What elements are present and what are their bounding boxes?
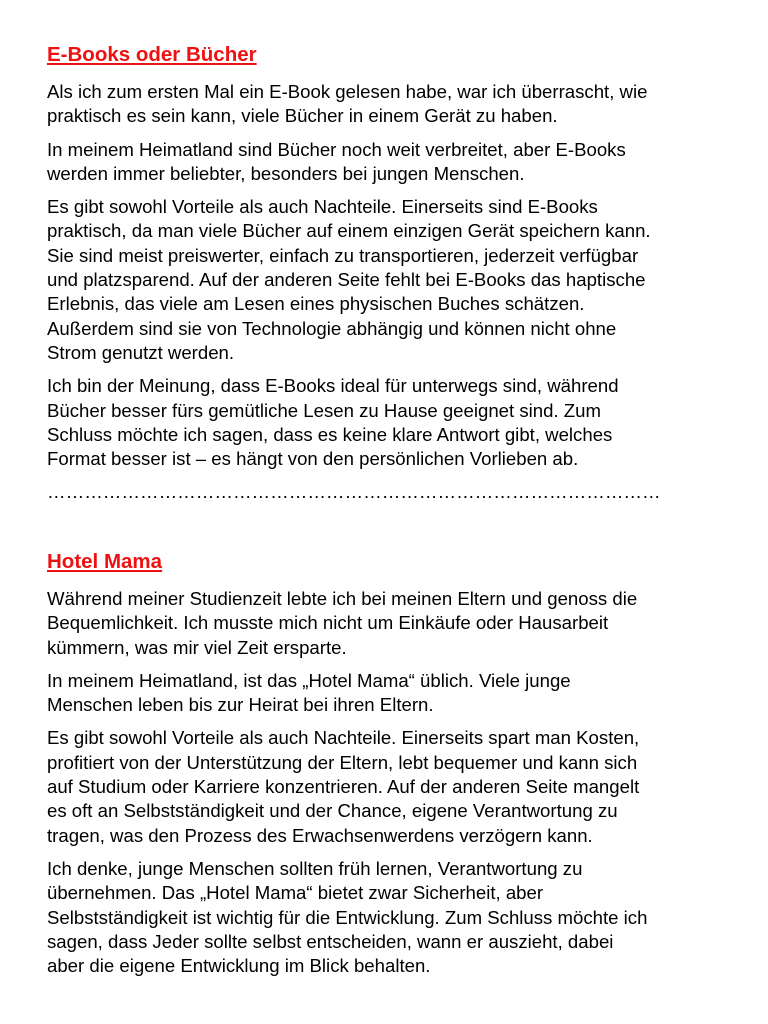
text-line: werden immer beliebter, besonders bei jungen Menschen. [47, 162, 525, 184]
text-line: Ich bin der Meinung, dass E-Books ideal für unterwegs sind, während [47, 375, 619, 397]
section-title-hotel-mama: Hotel Mama [47, 550, 163, 573]
paragraph-hotel-1 [47, 587, 727, 660]
section-ebooks [47, 42, 727, 504]
text-line: sagen, dass Jeder sollte selbst entscheiden, wann er auszieht, dabei [47, 930, 614, 952]
text-line: und platzsparend. Auf der anderen Seite fehlt bei E-Books das haptische [47, 269, 646, 291]
text-line: Als ich zum ersten Mal ein E-Book gelesen habe, war ich überrascht, wie [47, 81, 648, 102]
text-line: tragen, was den Prozess des Erwachsenwerdens verzögern kann. [47, 824, 593, 846]
text-line: übernehmen. Das „Hotel Mama“ bietet zwar Sicherheit, aber [47, 882, 544, 904]
text-line: praktisch, da man viele Bücher auf einem einzigen Gerät speichern kann. [47, 220, 651, 242]
text-line: kümmern, was mir viel Zeit ersparte. [47, 636, 347, 658]
text-line: Ich denke, junge Menschen sollten früh lernen, Verantwortung zu [47, 857, 583, 879]
text-line: In meinem Heimatland, ist das „Hotel Mama“ üblich. Viele junge [47, 669, 571, 691]
paragraph-hotel-2 [47, 669, 727, 718]
text-line: Format besser ist – es hängt von den persönlichen Vorlieben ab. [47, 448, 579, 470]
section-hotel-mama [47, 549, 727, 987]
section-title-ebooks: E-Books oder Bücher [47, 43, 257, 66]
paragraph-ebooks-1 [47, 80, 727, 129]
dotted-separator: ……………………………………………………………………………………… [47, 481, 661, 503]
text-line: Menschen leben bis zur Heirat bei ihren Eltern. [47, 694, 434, 716]
text-line: Erlebnis, das viele am Lesen eines physischen Buches schätzen. [47, 293, 585, 315]
text-line: Es gibt sowohl Vorteile als auch Nachteile. Einerseits spart man Kosten, [47, 727, 640, 749]
text-line: profitiert von der Unterstützung der Eltern, lebt bequemer und kann sich [47, 751, 638, 773]
text-line: auf Studium oder Karriere konzentrieren. Auf der anderen Seite mangelt [47, 776, 640, 798]
text-line: es oft an Selbstständigkeit und der Chance, eigene Verantwortung zu [47, 800, 618, 822]
paragraph-hotel-4 [47, 857, 727, 978]
text-line: Außerdem sind sie von Technologie abhängig und können nicht ohne [47, 317, 617, 339]
text-line: Selbstständigkeit ist wichtig für die Entwicklung. Zum Schluss möchte ich [47, 906, 648, 928]
text-line: Während meiner Studienzeit lebte ich bei meinen Eltern und genoss die [47, 588, 638, 609]
text-line: Strom genutzt werden. [47, 341, 235, 363]
text-line: Sie sind meist preiswerter, einfach zu transportieren, jederzeit verfügbar [47, 244, 639, 266]
text-line: Bücher besser fürs gemütliche Lesen zu Hause geeignet sind. Zum [47, 399, 601, 421]
text-line: In meinem Heimatland sind Bücher noch weit verbreitet, aber E-Books [47, 138, 626, 160]
paragraph-ebooks-3 [47, 195, 727, 365]
text-line: Bequemlichkeit. Ich musste mich nicht um Einkäufe oder Hausarbeit [47, 612, 609, 634]
text-line: aber die eigene Entwicklung im Blick behalten. [47, 955, 431, 977]
paragraph-hotel-3 [47, 726, 727, 847]
text-line: praktisch es sein kann, viele Bücher in einem Gerät zu haben. [47, 105, 558, 127]
text-line: Es gibt sowohl Vorteile als auch Nachteile. Einerseits sind E-Books [47, 196, 598, 218]
paragraph-ebooks-4 [47, 374, 727, 471]
text-line: Schluss möchte ich sagen, dass es keine klare Antwort gibt, welches [47, 423, 613, 445]
paragraph-ebooks-2 [47, 138, 727, 187]
